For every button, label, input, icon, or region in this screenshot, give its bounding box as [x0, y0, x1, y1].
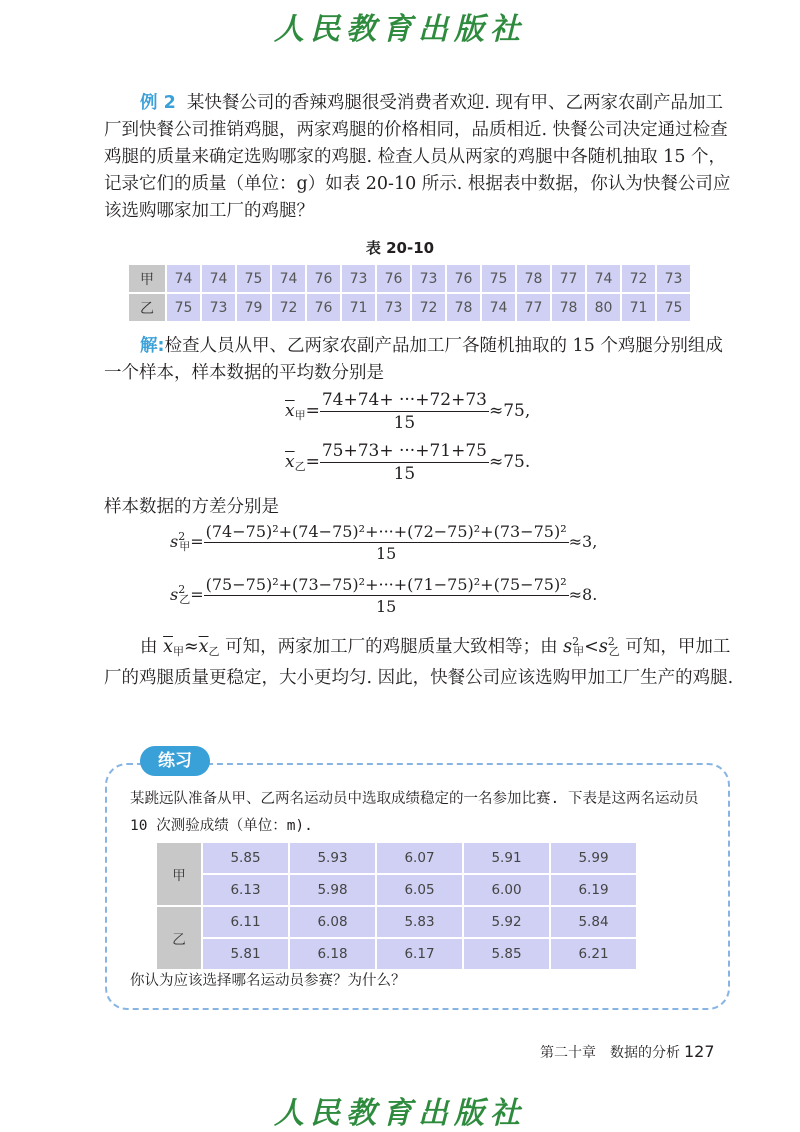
table-cell: 5.99	[550, 842, 637, 874]
table-cell: 5.92	[463, 906, 550, 938]
variance-a-formula: $s^2_甲=$ $\frac{\text{(74−75)²+(74−75)²+···+(72−75)²+(73−75)²}}{15}$ ≈3,	[170, 522, 598, 563]
table-row	[156, 906, 637, 938]
table-cell: 72	[411, 293, 446, 322]
table-cell: 79	[236, 293, 271, 322]
table-cell: 5.83	[376, 906, 463, 938]
page-number: 127	[684, 1042, 715, 1061]
table-cell: 6.17	[376, 938, 463, 970]
table-cell: 77	[516, 293, 551, 322]
mean-a-formula: $\overline{x}_甲=$ $\frac{74+74+ \cdot\cdot\cdot+72+73}{15}$ ≈75,	[285, 390, 531, 433]
mean-b-formula: $\overline{x}_乙=$ $\frac{75+73+ \cdot\cdot\cdot+71+75}{15}$ ≈75.	[285, 441, 531, 484]
jump-scores-table	[155, 841, 638, 971]
table-cell: 5.98	[289, 874, 376, 906]
table-cell: 6.00	[463, 874, 550, 906]
example-paragraph	[104, 90, 734, 225]
table-cell: 73	[656, 264, 691, 293]
table-cell: 72	[621, 264, 656, 293]
solution-text: 检查人员从甲、乙两家农副产品加工厂各随机抽取的 15 个鸡腿分别组成一个样本，样本数据的平均数分别是	[104, 336, 723, 383]
table-cell: 5.85	[463, 938, 550, 970]
row-header: 甲	[128, 264, 166, 293]
table-cell: 5.85	[202, 842, 289, 874]
table-cell: 6.08	[289, 906, 376, 938]
solution-paragraph	[104, 333, 734, 387]
table-cell: 71	[341, 293, 376, 322]
publisher-logo-bottom: 人民教育出版社	[274, 1096, 526, 1131]
chapter-title: 第二十章 数据的分析	[540, 1045, 680, 1061]
table-cell: 6.18	[289, 938, 376, 970]
table-cell: 5.91	[463, 842, 550, 874]
weights-table	[127, 263, 692, 323]
variance-b-formula: $s^2_乙=$ $\frac{\text{(75−75)²+(73−75)²+···+(71−75)²+(75−75)²}}{15}$ ≈8.	[170, 575, 598, 616]
table-row	[128, 293, 691, 322]
exercise-question: 某跳远队准备从甲、乙两名运动员中选取成绩稳定的一名参加比赛. 下表是这两名运动员 10 次测验成绩（单位：m).	[130, 791, 699, 834]
table-cell: 72	[271, 293, 306, 322]
table-cell: 80	[586, 293, 621, 322]
example-label: 例 2	[140, 93, 176, 113]
example-text: 某快餐公司的香辣鸡腿很受消费者欢迎. 现有甲、乙两家农副产品加工厂到快餐公司推销鸡腿，两家鸡腿的价格相同，品质相近. 快餐公司决定通过检查鸡腿的质量来确定选购哪家的鸡腿. 检查人员从两家的鸡腿中各随机抽取 15 个，记录它们的质量（单位：g）如表 20-10 所示. 根据表中数据，你认为快餐公司应该选购哪家加工厂的鸡腿？	[104, 93, 731, 221]
table-cell: 6.07	[376, 842, 463, 874]
table-cell: 78	[516, 264, 551, 293]
table-cell: 73	[341, 264, 376, 293]
variance-intro: 样本数据的方差分别是	[104, 497, 279, 517]
exercise-prompt: 你认为应该选择哪名运动员参赛？为什么？	[130, 973, 406, 989]
table-row	[156, 842, 637, 874]
table-cell: 6.19	[550, 874, 637, 906]
row-header: 乙	[128, 293, 166, 322]
table-cell: 73	[376, 293, 411, 322]
table-cell: 75	[481, 264, 516, 293]
table-cell: 5.93	[289, 842, 376, 874]
athlete-label: 乙	[156, 906, 202, 970]
solution-label: 解:	[140, 336, 165, 356]
table-cell: 6.11	[202, 906, 289, 938]
exercise-tag: 练习	[140, 746, 210, 776]
table-cell: 76	[306, 264, 341, 293]
athlete-label: 甲	[156, 842, 202, 906]
table-cell: 74	[271, 264, 306, 293]
table-row	[156, 938, 637, 970]
table-cell: 74	[586, 264, 621, 293]
table-cell: 73	[411, 264, 446, 293]
table-cell: 5.84	[550, 906, 637, 938]
table-row	[156, 874, 637, 906]
table-cell: 74	[166, 264, 201, 293]
table-cell: 75	[656, 293, 691, 322]
table-cell: 74	[481, 293, 516, 322]
table-cell: 75	[166, 293, 201, 322]
table-cell: 6.13	[202, 874, 289, 906]
table-row	[128, 264, 691, 293]
table-cell: 6.21	[550, 938, 637, 970]
table-cell: 5.81	[202, 938, 289, 970]
table-cell: 73	[201, 293, 236, 322]
table-caption: 表 20-10	[365, 239, 435, 257]
table-cell: 76	[306, 293, 341, 322]
table-cell: 78	[446, 293, 481, 322]
table-cell: 6.05	[376, 874, 463, 906]
conclusion-paragraph: 由 $\overline{x}_甲\approx\overline{x}_乙$ 可知，两家加工厂的鸡腿质量大致相等；由 $s^2_甲<s^2_乙$ 可知，甲加工厂的鸡腿质量更稳定，大小更均匀. 因此，快餐公司应该选购甲加工厂生产的鸡腿.	[104, 635, 734, 688]
table-cell: 71	[621, 293, 656, 322]
publisher-logo-top: 人民教育出版社	[274, 12, 526, 47]
table-cell: 74	[201, 264, 236, 293]
table-cell: 78	[551, 293, 586, 322]
table-cell: 77	[551, 264, 586, 293]
table-cell: 76	[376, 264, 411, 293]
table-cell: 75	[236, 264, 271, 293]
page-footer	[540, 1042, 740, 1062]
table-cell: 76	[446, 264, 481, 293]
